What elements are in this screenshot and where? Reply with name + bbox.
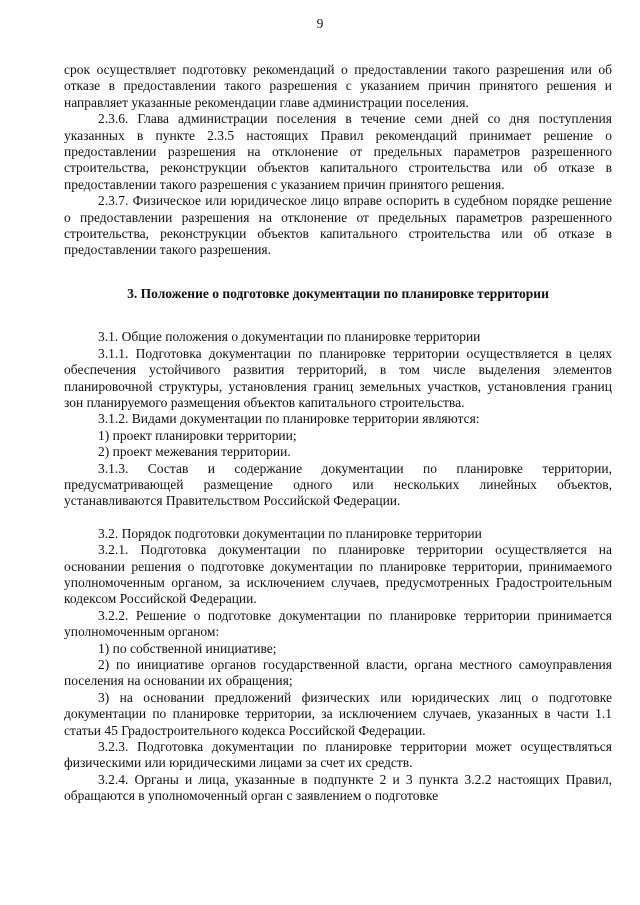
paragraph: 3.1.3. Состав и содержание документации по планировке территории, предусматривающей размещение одного или нескольких линейных объектов, устанавливаются Правительством Российской Федерации.: [64, 460, 612, 509]
paragraph: 3.2. Порядок подготовки документации по планировке территории: [98, 525, 482, 541]
list-item: 1) по собственной инициативе;: [98, 640, 277, 656]
paragraph: 3.2.2. Решение о подготовке документации по планировке территории принимается уполномоченным органом:: [64, 607, 612, 640]
page-number: 9: [316, 16, 324, 31]
paragraph: 3.1.2. Видами документации по планировке территории являются:: [98, 411, 480, 427]
paragraph: 2.3.6. Глава администрации поселения в течение семи дней со дня поступления указанных в пункте 2.3.5 настоящих Правил рекомендаций принимает решение о предоставлении разрешения на отклонение от предельных параметров разрешенного строительства, реконструкции объектов капитального строительства или об отказе в предоставлении такого разрешения с указанием причин принятого решения.: [64, 111, 612, 192]
paragraph: 2.3.7. Физическое или юридическое лицо вправе оспорить в судебном порядке решение о предоставлении разрешения на отклонение от предельных параметров разрешенного строительства, реконструкции объектов капитального строительства или об отказе в предоставлении такого разрешения.: [64, 193, 612, 258]
section-heading: 3. Положение о подготовке документации по планировке территории: [127, 285, 549, 301]
document-body: [64, 62, 612, 805]
paragraph: 3.2.3. Подготовка документации по планировке территории может осуществляться физическими или юридическими лицами за счет их средств.: [64, 739, 612, 771]
paragraph: 3.2.4. Органы и лица, указанные в подпункте 2 и 3 пункта 3.2.2 настоящих Правил, обращаются в уполномоченный орган с заявлением о подготовке: [64, 771, 612, 804]
spacer: [64, 510, 612, 526]
paragraph: 3.1. Общие положения о документации по планировке территории: [98, 329, 481, 345]
paragraph: 3.2.1. Подготовка документации по планировке территории осуществляется на основании решения о подготовке документации по планировке территории, принимаемого уполномоченным органом, за исключением случаев, предусмотренных Градостроительным кодексом Российской Федерации.: [64, 542, 612, 607]
list-item: 2) проект межевания территории.: [98, 444, 291, 460]
paragraph: срок осуществляет подготовку рекомендаций о предоставлении такого разрешения или об отказе в предоставлении такого разрешения с указанием причин принятого решения и направляет указанные рекомендации главе администрации поселения.: [64, 62, 612, 110]
paragraph: 3.1.1. Подготовка документации по планировке территории осуществляется в целях обеспечения устойчивого развития территорий, в том числе выделения элементов планировочной структуры, установления границ земельных участков, установления границ зон планируемого размещения объектов капитального строительства.: [64, 345, 612, 410]
list-item: 2) по инициативе органов государственной власти, органа местного самоуправления поселения на основании их обращения;: [64, 657, 612, 689]
list-item: 3) на основании предложений физических или юридических лиц о подготовке документации по планировке территории, за исключением случаев, указанных в части 1.1 статьи 45 Градостроительного кодекса Российской Федерации.: [64, 689, 612, 738]
list-item: 1) проект планировки территории;: [98, 427, 297, 443]
